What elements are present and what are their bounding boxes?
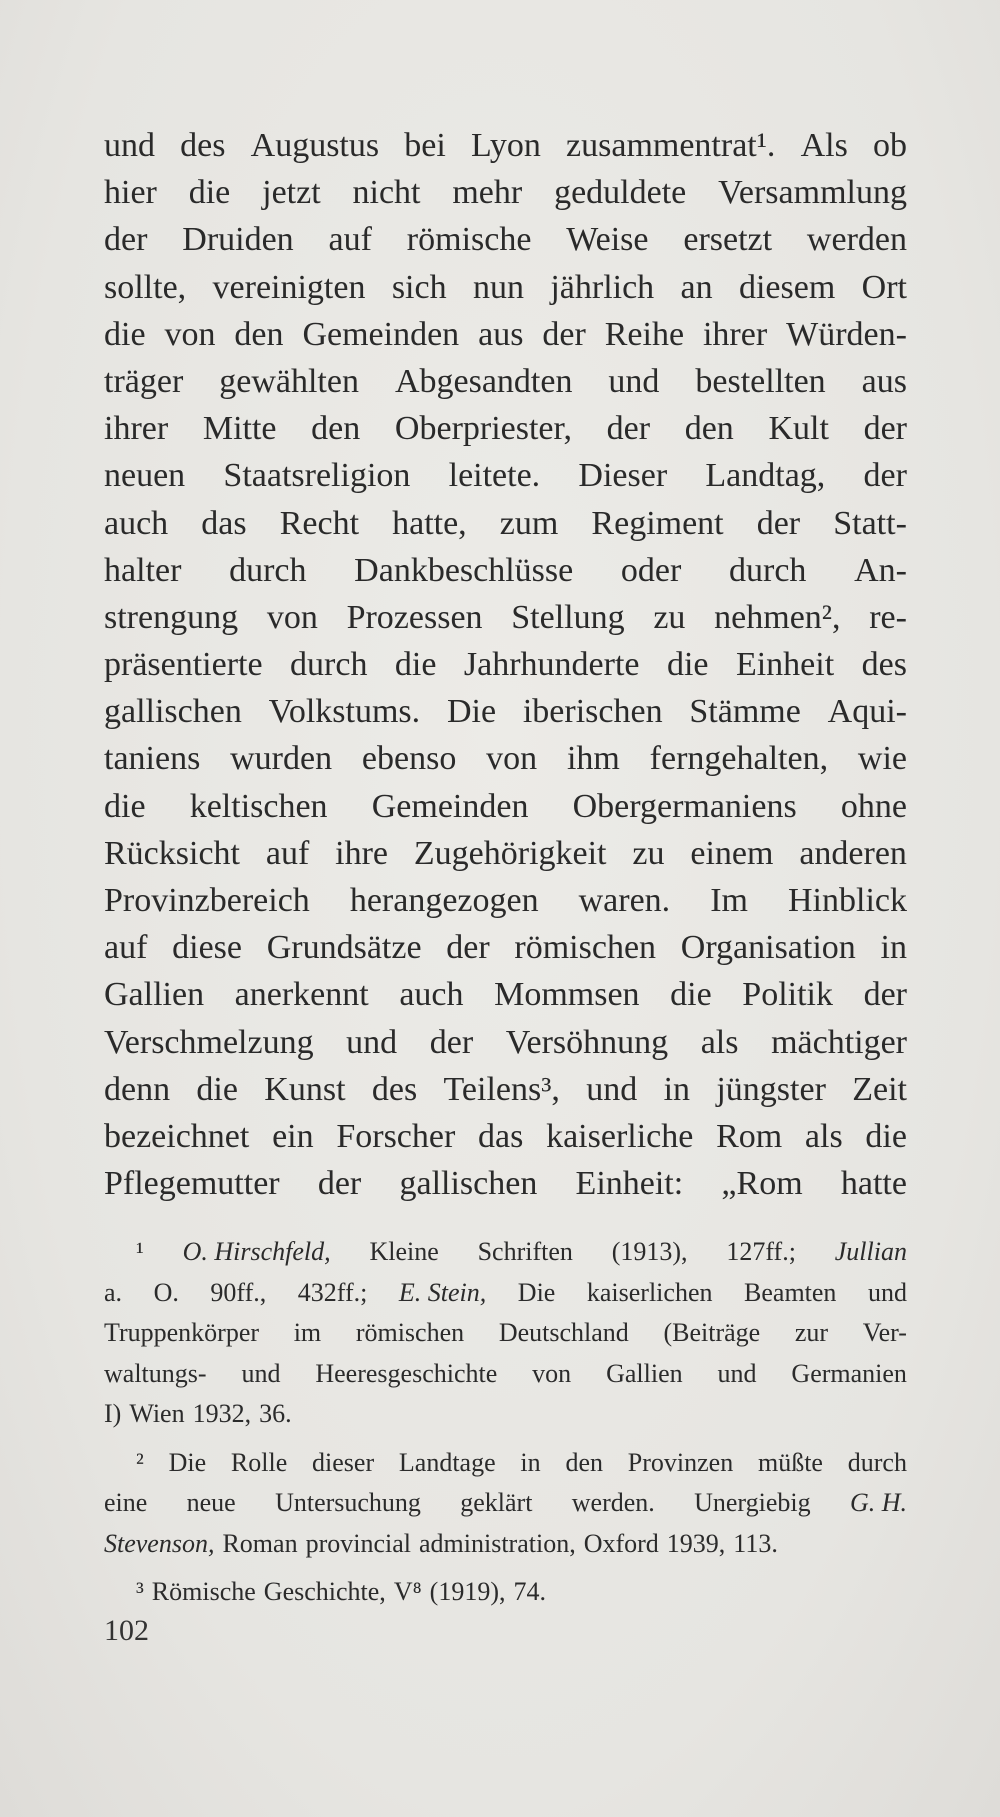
text-line (104, 500, 907, 547)
word: zu (653, 598, 686, 636)
footnote-word: Truppenkörper (104, 1318, 260, 1347)
footnote-word: Untersuchung (275, 1488, 421, 1517)
word: jährlich (550, 268, 655, 306)
footnote-word: (Beiträge (663, 1318, 761, 1347)
footnote-word: 90ff., (210, 1277, 267, 1307)
footnote-word: I) (104, 1399, 122, 1428)
word: ebenso (361, 740, 457, 778)
footnote-word: O. (153, 1277, 179, 1307)
text-line (104, 358, 907, 405)
word: durch (729, 551, 807, 589)
footnote-word: E. Stein, (398, 1277, 487, 1307)
footnote-word: Beamten (744, 1277, 837, 1307)
footnote-word: den (565, 1447, 603, 1477)
footnote-word: 1932, (192, 1399, 252, 1428)
footnote-word: 432ff.; (297, 1277, 368, 1307)
word: der (863, 410, 907, 448)
footnote-word: Römische (151, 1577, 256, 1606)
footnote-line (104, 1313, 907, 1354)
word: ihrer (104, 410, 169, 448)
footnote-word: Schriften (477, 1237, 573, 1266)
text-line (104, 1066, 907, 1113)
word: von (266, 598, 318, 636)
footnote-word: Provinzen (627, 1447, 734, 1477)
word: und (608, 362, 660, 400)
footnote-word: durch (847, 1447, 907, 1477)
word: Provinzbereich (104, 882, 310, 919)
word: und (104, 127, 155, 164)
footnote-word: provincial (305, 1528, 411, 1558)
word: Lyon (470, 127, 541, 164)
footnote-word: Geschichte, (263, 1577, 386, 1606)
text-line (104, 547, 907, 594)
word: die (104, 787, 146, 825)
word: hier (104, 174, 157, 212)
word: durch (290, 646, 368, 684)
footnote-word: Rolle (230, 1447, 288, 1477)
word: Volkstums. (268, 693, 421, 731)
word: die (670, 976, 712, 1014)
footnote-word: römischen (355, 1318, 465, 1347)
page-number: 102 (104, 1614, 149, 1647)
word: die (394, 646, 437, 684)
text-line (104, 1019, 907, 1066)
word: den (684, 410, 734, 448)
word: Kult (768, 410, 829, 448)
word: Würden- (786, 315, 907, 353)
word: der (606, 410, 651, 448)
footnote-word: ² (136, 1447, 144, 1477)
text-line (104, 688, 907, 735)
text-line (104, 311, 907, 358)
word: Teilens³, (443, 1070, 560, 1108)
word: des (861, 646, 907, 684)
word: Gemeinden (302, 315, 460, 353)
footnote-word: 127ff.; (726, 1237, 796, 1266)
word: bestellten (695, 362, 826, 400)
footnote-line (104, 1443, 907, 1484)
word: Abgesandten (394, 362, 573, 400)
footnote-3 (104, 1572, 907, 1613)
word: diese (172, 929, 242, 967)
text-line (104, 830, 907, 877)
word: waren. (578, 882, 671, 919)
word: des (371, 1070, 418, 1108)
footnote-word: im (293, 1318, 322, 1347)
word: herangezogen (349, 882, 539, 919)
footnote-word: Kleine (369, 1237, 439, 1266)
word: Augustus (250, 127, 380, 164)
word: Weise (566, 221, 649, 259)
word: in (880, 929, 907, 967)
footnote-word: Gallien (606, 1358, 683, 1388)
footnote-word: (1913), (611, 1237, 688, 1266)
footnote-word: 36. (259, 1399, 292, 1428)
text-line (104, 264, 907, 311)
word: in (663, 1070, 691, 1108)
word: Oberpriester, (394, 410, 572, 448)
word: Einheit (735, 646, 835, 684)
word: vereinigten (212, 268, 366, 306)
footnote-line (104, 1232, 907, 1273)
word: gallischen (399, 1165, 538, 1203)
word: auf (328, 221, 372, 259)
footnote-word: 113. (733, 1528, 778, 1558)
footnote-word: Oxford (583, 1528, 659, 1558)
word: hatte, (392, 504, 467, 542)
word: als (700, 1023, 739, 1061)
word: jüngster (716, 1070, 826, 1108)
word: werden (806, 221, 907, 259)
word: Zeit (852, 1070, 907, 1108)
word: der (863, 976, 907, 1014)
word: Kunst (264, 1070, 346, 1108)
word: denn (104, 1070, 171, 1108)
footnote-word: Landtage (398, 1447, 496, 1477)
text-line (104, 783, 907, 830)
footnote-word: Ver- (862, 1318, 907, 1347)
word: Organisation (680, 929, 856, 967)
word: Prozessen (346, 598, 483, 636)
word: Versammlung (718, 174, 907, 212)
word: zu (632, 834, 665, 872)
footnote-word: Heeresgeschichte (315, 1358, 498, 1388)
text-line (104, 1113, 907, 1160)
word: zum (499, 504, 559, 542)
footnotes (104, 1232, 907, 1613)
word: als (804, 1117, 843, 1155)
footnote-line (104, 1572, 907, 1613)
text-line (104, 405, 907, 452)
footnote-word: Die (517, 1277, 556, 1307)
word: Im (710, 882, 748, 919)
word: die (104, 315, 146, 353)
word: der (446, 929, 490, 967)
word: der (756, 504, 801, 542)
word: taniens (104, 740, 201, 778)
footnote-line (104, 1273, 907, 1314)
footnote-word: dieser (312, 1447, 375, 1477)
word: bezeichnet (104, 1117, 250, 1155)
word: aus (478, 315, 524, 353)
word: ihm (566, 740, 620, 778)
word: auf (265, 834, 310, 872)
footnote-word: 1939, (666, 1528, 726, 1558)
word: Zugehörigkeit (413, 834, 607, 872)
word: der (429, 1023, 474, 1061)
footnote-word: Die (168, 1447, 207, 1477)
word: die (865, 1117, 907, 1155)
word: Gallien (104, 976, 205, 1014)
word: ihre (335, 834, 389, 872)
footnote-word: O. Hirschfeld, (182, 1237, 331, 1266)
word: Stämme (689, 693, 801, 731)
word: Dieser (578, 457, 668, 495)
footnote-word: ³ (136, 1577, 144, 1606)
footnote-2 (104, 1443, 907, 1565)
text-line (104, 594, 907, 641)
word: Stellung (511, 598, 625, 636)
word: ersetzt (683, 221, 773, 259)
word: Verschmelzung (104, 1023, 314, 1061)
word: Druiden (182, 221, 294, 259)
text-line (104, 971, 907, 1018)
footnote-word: Jullian (834, 1237, 907, 1266)
footnote-word: Stevenson, (104, 1528, 215, 1558)
word: träger (104, 362, 184, 400)
word: mehr (452, 174, 523, 212)
footnote-line (104, 1483, 907, 1524)
word: diesem (738, 268, 836, 306)
word: anderen (799, 834, 907, 872)
footnote-word: waltungs- (104, 1358, 207, 1388)
footnote-word: Wien (129, 1399, 185, 1428)
footnote-word: müßte (757, 1447, 823, 1477)
footnote-word: G. H. (849, 1488, 907, 1517)
text-line (104, 641, 907, 688)
footnote-word: 74. (513, 1577, 546, 1606)
word: zusammentrat¹. (566, 127, 776, 164)
word: Die (446, 693, 497, 731)
word: den (311, 410, 361, 448)
word: Ort (861, 268, 907, 306)
footnote-word: und (241, 1358, 281, 1388)
text-line (104, 169, 907, 216)
footnote-1 (104, 1232, 907, 1435)
word: Grundsätze (266, 929, 422, 967)
word: Rücksicht (104, 834, 240, 872)
word: Hinblick (788, 882, 907, 919)
main-text (104, 122, 907, 1207)
word: auch (399, 976, 464, 1014)
word: Politik (742, 976, 833, 1014)
word: ob (872, 127, 907, 164)
footnote-word: von (532, 1358, 572, 1388)
word: Mitte (202, 410, 277, 448)
footnote-word: werden. (571, 1488, 655, 1517)
footnote-word: Germanien (791, 1358, 907, 1388)
word: der (863, 457, 907, 495)
word: oder (620, 551, 682, 589)
word: leitete. (448, 457, 541, 495)
word: durch (229, 551, 307, 589)
word: halter (104, 551, 182, 589)
word: Rom (716, 1117, 783, 1155)
footnote-line (104, 1394, 907, 1435)
word: wurden (230, 740, 333, 778)
word: die (666, 646, 709, 684)
text-line (104, 735, 907, 782)
word: auch (104, 504, 169, 542)
footnote-word: zur (794, 1318, 829, 1347)
text-line (104, 216, 907, 263)
word: der (104, 221, 148, 259)
word: Jahrhunderte (463, 646, 640, 684)
word: Recht (279, 504, 360, 542)
word: des (180, 127, 226, 164)
word: Landtag, (705, 457, 826, 495)
word: nehmen², (714, 598, 841, 636)
footnote-word: und (867, 1277, 907, 1307)
word: Dankbeschlüsse (354, 551, 574, 589)
word: Reihe (604, 315, 685, 353)
word: hatte (840, 1165, 907, 1203)
word: Statt- (833, 504, 907, 542)
text-line (104, 452, 907, 499)
footnote-line (104, 1354, 907, 1395)
word: Mommsen (494, 976, 640, 1014)
word: römische (406, 221, 532, 259)
footnote-word: eine (104, 1488, 148, 1517)
word: einem (690, 834, 774, 872)
word: der (542, 315, 586, 353)
word: strengung (104, 598, 239, 636)
word: und (346, 1023, 398, 1061)
word: von (164, 315, 216, 353)
footnote-word: Unergiebig (694, 1488, 811, 1517)
footnote-word: Deutschland (498, 1318, 629, 1347)
word: auf (104, 929, 148, 967)
word: die (188, 174, 231, 212)
word: das (201, 504, 247, 542)
word: „Rom (721, 1165, 803, 1203)
word: bei (404, 127, 446, 164)
word: die (196, 1070, 238, 1108)
word: ferngehalten, (649, 740, 829, 778)
word: wie (857, 740, 907, 778)
word: Als (800, 127, 848, 164)
word: römischen (514, 929, 657, 967)
footnote-word: ¹ (136, 1237, 144, 1266)
word: keltischen (189, 787, 328, 825)
text-line (104, 1160, 907, 1207)
footnote-word: V⁸ (393, 1577, 422, 1606)
word: Versöhnung (505, 1023, 669, 1061)
word: gewählten (219, 362, 359, 400)
word: nicht (352, 174, 421, 212)
word: geduldete (554, 174, 687, 212)
word: aus (861, 362, 907, 400)
word: der (317, 1165, 362, 1203)
word: sollte, (104, 268, 187, 306)
text-line (104, 924, 907, 971)
text-line (104, 877, 907, 924)
word: mächtiger (771, 1023, 907, 1061)
word: von (486, 740, 538, 778)
word: Aqui- (827, 693, 907, 731)
word: Obergermaniens (572, 787, 797, 825)
word: an (680, 268, 713, 306)
word: gallischen (104, 693, 242, 731)
word: Gemeinden (371, 787, 529, 825)
word: Pflegemutter (104, 1165, 280, 1203)
word: den (234, 315, 284, 353)
word: ihrer (702, 315, 768, 353)
word: An- (854, 551, 907, 589)
footnote-word: Roman (222, 1528, 298, 1558)
word: das (478, 1117, 524, 1155)
word: kaiserliche (546, 1117, 694, 1155)
word: neuen (104, 457, 186, 495)
word: jetzt (262, 174, 321, 212)
footnote-word: (1919), (429, 1577, 506, 1606)
footnote-word: in (520, 1447, 541, 1477)
footnote-word: geklärt (460, 1488, 533, 1517)
word: nun (472, 268, 524, 306)
word: und (586, 1070, 638, 1108)
word: Staatsreligion (223, 457, 411, 495)
footnote-word: neue (186, 1488, 236, 1517)
word: anerkennt (234, 976, 369, 1014)
word: präsentierte (104, 646, 263, 684)
word: re- (869, 598, 907, 636)
footnote-word: a. (104, 1277, 123, 1307)
word: Regiment (591, 504, 724, 542)
word: Forscher (336, 1117, 456, 1155)
word: ohne (840, 787, 907, 825)
text-line (104, 122, 907, 169)
word: Einheit: (575, 1165, 684, 1203)
footnote-word: kaiserlichen (586, 1277, 713, 1307)
word: iberischen (522, 693, 663, 731)
footnote-word: und (717, 1358, 757, 1388)
word: sich (391, 268, 447, 306)
footnote-word: administration, (419, 1528, 576, 1558)
footnote-line (104, 1524, 907, 1565)
word: ein (272, 1117, 314, 1155)
